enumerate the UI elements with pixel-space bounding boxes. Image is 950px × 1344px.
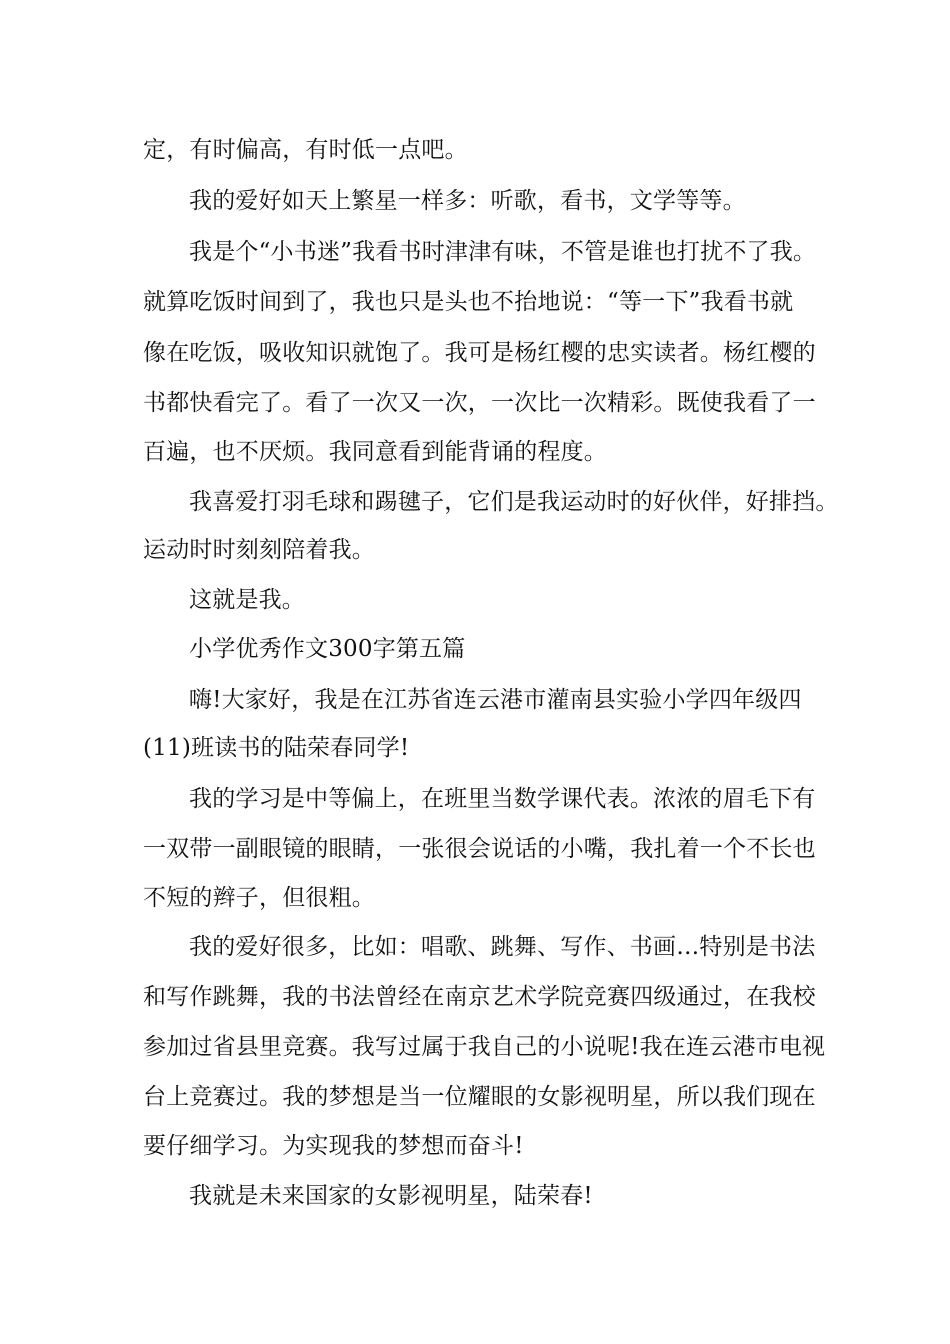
text-line: 像在吃饭，吸收知识就饱了。我可是杨红樱的忠实读者。杨红樱的 xyxy=(143,340,816,366)
section-heading: 小学优秀作文300字第五篇 xyxy=(189,636,466,662)
paragraph-first-line: 我喜爱打羽毛球和踢毽子，它们是我运动时的好伙伴，好排挡。 xyxy=(189,489,839,515)
text-line: 不短的辫子，但很粗。 xyxy=(143,885,375,911)
text-line: 和写作跳舞，我的书法曾经在南京艺术学院竞赛四级通过，在我校 xyxy=(143,984,816,1010)
text-line: 就算吃饭时间到了，我也只是头也不抬地说：“等一下”我看书就 xyxy=(143,289,794,315)
text-line: 运动时时刻刻陪着我。 xyxy=(143,537,375,563)
paragraph-first-line: 我是个“小书迷”我看书时津津有味，不管是谁也打扰不了我。 xyxy=(189,239,817,265)
paragraph-first-line: 我就是未来国家的女影视明星，陆荣春! xyxy=(189,1183,593,1209)
text-line: 参加过省县里竞赛。我写过属于我自己的小说呢!我在连云港市电视 xyxy=(143,1034,826,1060)
paragraph-first-line: 这就是我。 xyxy=(189,587,305,613)
paragraph-first-line: 我的学习是中等偏上，在班里当数学课代表。浓浓的眉毛下有 xyxy=(189,786,816,812)
text-line: 要仔细学习。为实现我的梦想而奋斗! xyxy=(143,1133,524,1159)
text-line: 百遍，也不厌烦。我同意看到能背诵的程度。 xyxy=(143,439,607,465)
paragraph-first-line: 嗨!大家好，我是在江苏省连云港市灌南县实验小学四年级四 xyxy=(189,687,802,713)
text-line: 台上竞赛过。我的梦想是当一位耀眼的女影视明星，所以我们现在 xyxy=(143,1084,816,1110)
text-line: (11)班读书的陆荣春同学! xyxy=(143,735,410,761)
paragraph-first-line: 我的爱好很多，比如：唱歌、跳舞、写作、书画…特别是书法 xyxy=(189,934,816,960)
text-line: 书都快看完了。看了一次又一次，一次比一次精彩。既使我看了一 xyxy=(143,390,816,416)
paragraph-first-line: 我的爱好如天上繁星一样多：听歌，看书，文学等等。 xyxy=(189,188,746,214)
text-line: 一双带一副眼镜的眼睛，一张很会说话的小嘴，我扎着一个不长也 xyxy=(143,836,816,862)
text-line: 定，有时偏高，有时低一点吧。 xyxy=(143,137,468,163)
